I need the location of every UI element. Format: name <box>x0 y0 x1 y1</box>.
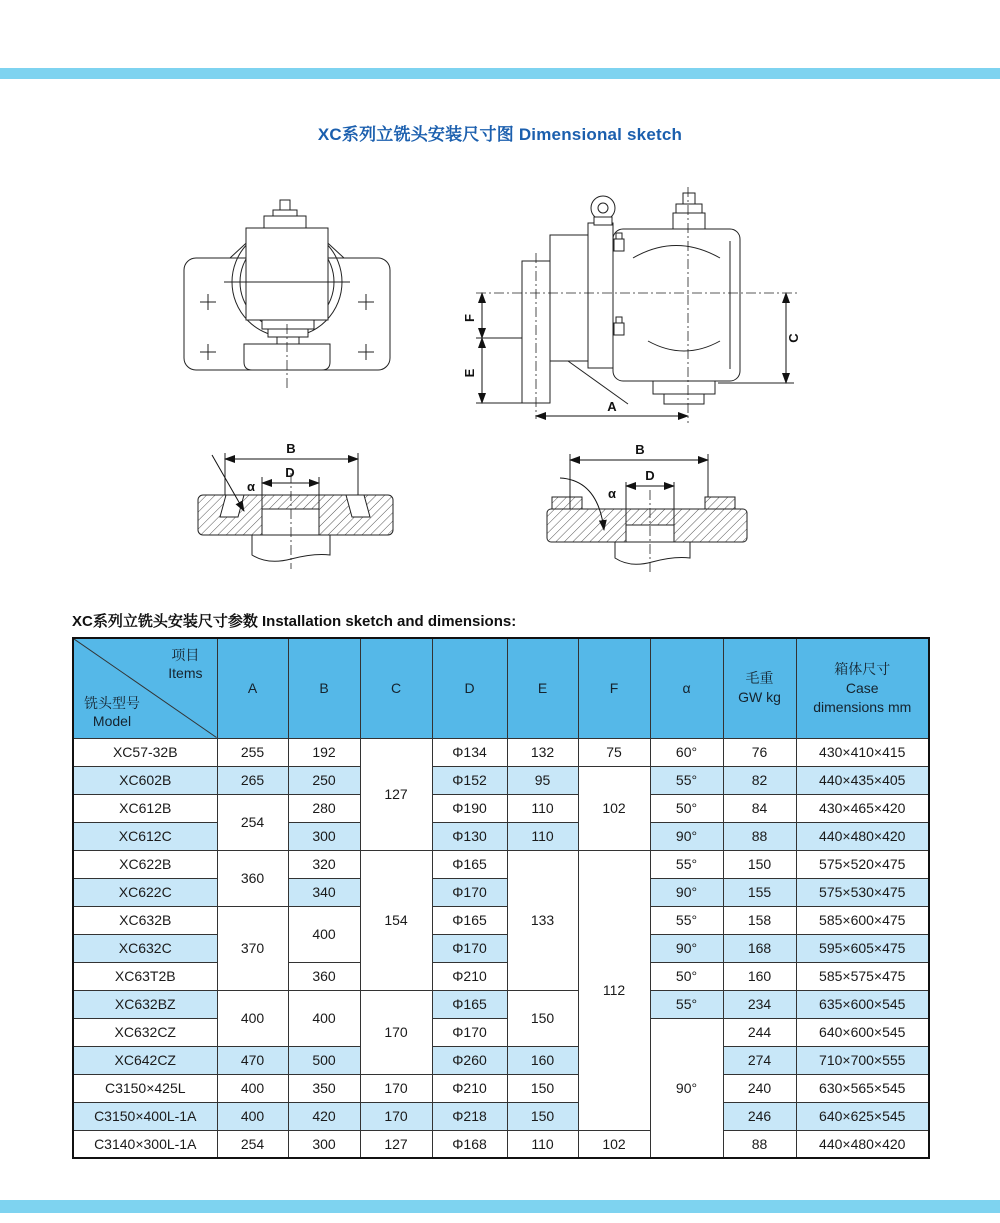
cell-alpha: 90° <box>650 1018 723 1158</box>
table-row <box>73 1074 929 1102</box>
header-col-f: F <box>578 638 650 738</box>
cell-D: Φ170 <box>432 934 507 962</box>
cell-E: 110 <box>507 822 578 850</box>
cell-case: 585×575×475 <box>796 962 929 990</box>
cell-B: 300 <box>288 1130 360 1158</box>
table-row <box>73 990 929 1018</box>
table-row <box>73 1102 929 1130</box>
cell-E: 160 <box>507 1046 578 1074</box>
cell-gw: 155 <box>723 878 796 906</box>
cell-case: 710×700×555 <box>796 1046 929 1074</box>
cell-A: 265 <box>217 766 288 794</box>
cell-model: XC632BZ <box>73 990 217 1018</box>
cell-A: 254 <box>217 794 288 850</box>
cell-alpha: 55° <box>650 990 723 1018</box>
cell-F: 75 <box>578 738 650 766</box>
cell-gw: 158 <box>723 906 796 934</box>
cell-gw: 274 <box>723 1046 796 1074</box>
cell-model: XC602B <box>73 766 217 794</box>
cell-case: 440×480×420 <box>796 1130 929 1158</box>
bottom-accent-bar <box>0 1200 1000 1213</box>
table-row <box>73 1046 929 1074</box>
cell-E: 150 <box>507 1102 578 1130</box>
table-row <box>73 1018 929 1046</box>
cell-C: 170 <box>360 1102 432 1130</box>
header-model-label: 铣头型号 Model <box>84 695 140 730</box>
front-view-drawing <box>180 198 395 410</box>
cell-gw: 160 <box>723 962 796 990</box>
section-view-right <box>540 430 768 578</box>
cell-model: XC632B <box>73 906 217 934</box>
cell-model: C3150×425L <box>73 1074 217 1102</box>
section-title: XC系列立铣头安装尺寸参数 Installation sketch and dimensions: <box>72 613 517 630</box>
table-row <box>73 738 929 766</box>
dimension-table-body <box>73 738 929 1158</box>
cell-D: Φ165 <box>432 850 507 878</box>
cell-C: 154 <box>360 850 432 990</box>
cell-case: 635×600×545 <box>796 990 929 1018</box>
header-col-b: B <box>288 638 360 738</box>
cell-model: C3150×400L-1A <box>73 1102 217 1130</box>
cell-C: 127 <box>360 738 432 850</box>
cell-gw: 76 <box>723 738 796 766</box>
cell-A: 370 <box>217 906 288 990</box>
top-accent-bar <box>0 68 1000 79</box>
cell-D: Φ218 <box>432 1102 507 1130</box>
cell-B: 400 <box>288 990 360 1046</box>
cell-case: 630×565×545 <box>796 1074 929 1102</box>
cell-B: 360 <box>288 962 360 990</box>
cell-gw: 246 <box>723 1102 796 1130</box>
table-row <box>73 766 929 794</box>
cell-case: 430×410×415 <box>796 738 929 766</box>
header-col-a: A <box>217 638 288 738</box>
cell-B: 500 <box>288 1046 360 1074</box>
cell-gw: 240 <box>723 1074 796 1102</box>
cell-C: 170 <box>360 990 432 1074</box>
header-col-alpha: α <box>650 638 723 738</box>
cell-model: XC632CZ <box>73 1018 217 1046</box>
cell-D: Φ170 <box>432 878 507 906</box>
cell-B: 280 <box>288 794 360 822</box>
dim-label-a: A <box>607 399 617 414</box>
table-header-row <box>73 638 929 738</box>
table-row <box>73 822 929 850</box>
cell-model: XC622C <box>73 878 217 906</box>
dim-label-d: D <box>285 465 295 480</box>
cell-D: Φ134 <box>432 738 507 766</box>
cell-A: 400 <box>217 1102 288 1130</box>
header-items-label: 项目 Items <box>168 647 203 682</box>
cell-B: 420 <box>288 1102 360 1130</box>
cell-C: 170 <box>360 1074 432 1102</box>
cell-A: 400 <box>217 1074 288 1102</box>
cell-case: 440×435×405 <box>796 766 929 794</box>
cell-F: 102 <box>578 766 650 850</box>
section-view-left <box>188 437 403 577</box>
cell-alpha: 90° <box>650 878 723 906</box>
cell-A: 254 <box>217 1130 288 1158</box>
cell-B: 300 <box>288 822 360 850</box>
cell-D: Φ210 <box>432 962 507 990</box>
dim-label-e: E <box>462 368 477 378</box>
cell-E: 132 <box>507 738 578 766</box>
cell-D: Φ152 <box>432 766 507 794</box>
dim-label-alpha: α <box>608 486 616 501</box>
cell-A: 470 <box>217 1046 288 1074</box>
header-corner-cell <box>73 638 217 738</box>
table-row <box>73 934 929 962</box>
cell-model: XC632C <box>73 934 217 962</box>
header-col-gw: 毛重 GW kg <box>723 638 796 738</box>
cell-B: 192 <box>288 738 360 766</box>
cell-D: Φ260 <box>432 1046 507 1074</box>
cell-F: 102 <box>578 1130 650 1158</box>
header-col-d: D <box>432 638 507 738</box>
cell-B: 400 <box>288 906 360 962</box>
cell-model: XC57-32B <box>73 738 217 766</box>
cell-gw: 150 <box>723 850 796 878</box>
cell-B: 320 <box>288 850 360 878</box>
cell-E: 95 <box>507 766 578 794</box>
cell-gw: 82 <box>723 766 796 794</box>
cell-D: Φ190 <box>432 794 507 822</box>
cell-model: XC622B <box>73 850 217 878</box>
cell-gw: 168 <box>723 934 796 962</box>
cell-gw: 244 <box>723 1018 796 1046</box>
cell-alpha: 90° <box>650 934 723 962</box>
cell-D: Φ165 <box>432 906 507 934</box>
cell-model: XC612C <box>73 822 217 850</box>
header-col-c: C <box>360 638 432 738</box>
cell-B: 340 <box>288 878 360 906</box>
side-view-drawing <box>462 183 803 428</box>
dim-label-b: B <box>286 441 296 456</box>
cell-A: 360 <box>217 850 288 906</box>
cell-gw: 84 <box>723 794 796 822</box>
cell-case: 575×530×475 <box>796 878 929 906</box>
cell-model: XC63T2B <box>73 962 217 990</box>
cell-model: XC642CZ <box>73 1046 217 1074</box>
cell-D: Φ130 <box>432 822 507 850</box>
cell-F: 112 <box>578 850 650 1130</box>
cell-E: 150 <box>507 990 578 1046</box>
cell-C: 127 <box>360 1130 432 1158</box>
cell-E: 110 <box>507 794 578 822</box>
table-row <box>73 850 929 878</box>
cell-B: 250 <box>288 766 360 794</box>
dim-label-alpha: α <box>247 479 255 494</box>
header-col-e: E <box>507 638 578 738</box>
cell-case: 430×465×420 <box>796 794 929 822</box>
cell-case: 640×625×545 <box>796 1102 929 1130</box>
cell-case: 440×480×420 <box>796 822 929 850</box>
cell-D: Φ210 <box>432 1074 507 1102</box>
cell-alpha: 50° <box>650 794 723 822</box>
cell-D: Φ170 <box>432 1018 507 1046</box>
table-row <box>73 1130 929 1158</box>
cell-alpha: 55° <box>650 850 723 878</box>
cell-gw: 234 <box>723 990 796 1018</box>
cell-gw: 88 <box>723 1130 796 1158</box>
table-row <box>73 962 929 990</box>
cell-case: 640×600×545 <box>796 1018 929 1046</box>
cell-A: 400 <box>217 990 288 1046</box>
dimension-table <box>72 637 930 1159</box>
cell-A: 255 <box>217 738 288 766</box>
cell-D: Φ168 <box>432 1130 507 1158</box>
cell-E: 150 <box>507 1074 578 1102</box>
cell-alpha: 55° <box>650 766 723 794</box>
header-col-case: 箱体尺寸 Case dimensions mm <box>796 638 929 738</box>
dim-label-f: F <box>462 314 477 322</box>
cell-alpha: 90° <box>650 822 723 850</box>
dim-label-d: D <box>645 468 655 483</box>
table-row <box>73 794 929 822</box>
cell-E: 110 <box>507 1130 578 1158</box>
cell-model: XC612B <box>73 794 217 822</box>
cell-alpha: 55° <box>650 906 723 934</box>
cell-alpha: 50° <box>650 962 723 990</box>
cell-D: Φ165 <box>432 990 507 1018</box>
cell-E: 133 <box>507 850 578 990</box>
dim-label-b: B <box>635 442 645 457</box>
table-row <box>73 878 929 906</box>
cell-case: 575×520×475 <box>796 850 929 878</box>
table-row <box>73 906 929 934</box>
cell-B: 350 <box>288 1074 360 1102</box>
page-title: XC系列立铣头安装尺寸图 Dimensional sketch <box>317 125 683 144</box>
cell-model: C3140×300L-1A <box>73 1130 217 1158</box>
cell-alpha: 60° <box>650 738 723 766</box>
dim-label-c: C <box>786 333 801 343</box>
cell-case: 595×605×475 <box>796 934 929 962</box>
cell-case: 585×600×475 <box>796 906 929 934</box>
cell-gw: 88 <box>723 822 796 850</box>
